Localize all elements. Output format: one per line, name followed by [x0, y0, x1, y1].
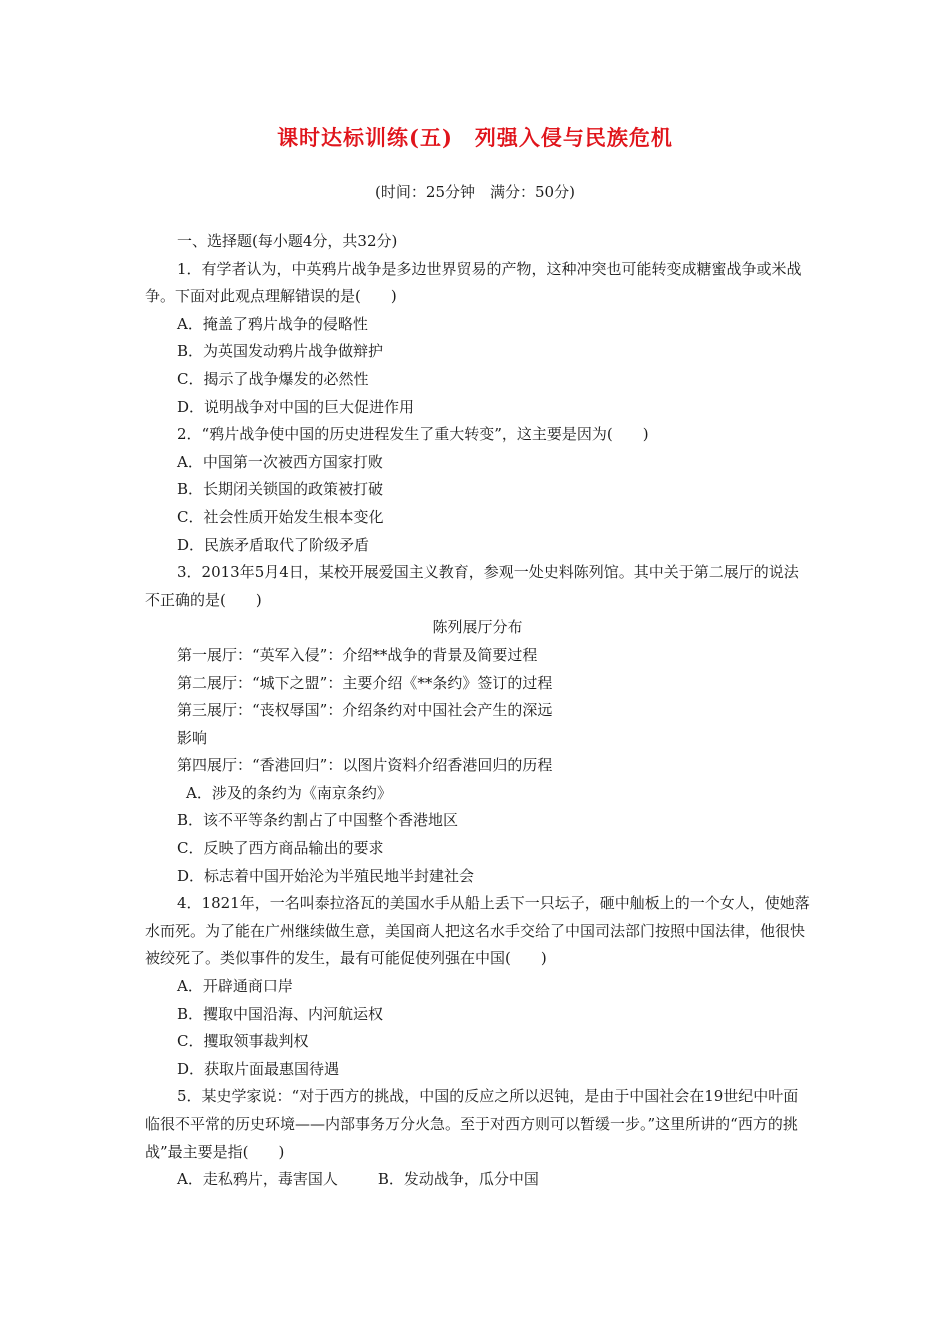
question-5-stem: 5．某史学家说：“对于西方的挑战，中国的反应之所以迟钝，是由于中国社会在19世纪中叶面临很不平常的历史环境——内部事务万分火急。至于对西方则可以暂缓一步。”这里所讲的“西方的挑战”最主要是指( )	[145, 1087, 799, 1161]
exhibit-hall-4: 第四展厅：“香港回归”：以图片资料介绍香港回归的历程	[177, 756, 553, 775]
question-1-option-c: C．揭示了战争爆发的必然性	[177, 369, 369, 388]
question-2-option-b: B．长期闭关锁国的政策被打破	[177, 480, 384, 499]
exhibit-hall-3: 第三展厅：“丧权辱国”：介绍条约对中国社会产生的深远	[177, 701, 553, 720]
question-1-option-d: D．说明战争对中国的巨大促进作用	[177, 397, 415, 416]
question-5-option-a: A．走私鸦片，毒害国人	[177, 1170, 338, 1189]
question-3-option-a: A．涉及的条约为《南京条约》	[186, 783, 392, 802]
question-3-option-c: C．反映了西方商品输出的要求	[177, 839, 384, 858]
question-3-stem: 3．2013年5月4日，某校开展爱国主义教育，参观一处史料陈列馆。其中关于第二展厅的说法不正确的是( )	[145, 563, 799, 609]
document-body	[145, 228, 810, 1194]
question-2-stem: 2．“鸦片战争使中国的历史进程发生了重大转变”，这主要是因为( )	[177, 425, 649, 444]
question-5-options-row	[145, 1166, 810, 1194]
question-1-option-b: B．为英国发动鸦片战争做辩护	[177, 342, 384, 361]
question-4-stem: 4．1821年，一名叫泰拉洛瓦的美国水手从船上丢下一只坛子，砸中舢板上的一个女人，使她落水而死。为了能在广州继续做生意，美国商人把这名水手交给了中国司法部门按照中国法律，他很快被绞死了。类似事件的发生，最有可能促使列强在中国( )	[145, 894, 810, 968]
exhibit-hall-2: 第二展厅：“城下之盟”：主要介绍《**条约》签订的过程	[177, 673, 553, 692]
page-title: 课时达标训练(五) 列强入侵与民族危机	[277, 125, 673, 150]
question-4-option-c: C．攫取领事裁判权	[177, 1032, 309, 1051]
question-2-option-d: D．民族矛盾取代了阶级矛盾	[177, 535, 370, 554]
question-2-option-a: A．中国第一次被西方国家打败	[177, 452, 383, 471]
question-5-option-b: B．发动战争，瓜分中国	[377, 1170, 539, 1189]
exhibit-hall-3-continued: 影响	[177, 728, 208, 747]
question-3-option-b: B．该不平等条约割占了中国整个香港地区	[177, 811, 459, 830]
question-2-option-c: C．社会性质开始发生根本变化	[177, 507, 384, 526]
exhibit-table-title: 陈列展厅分布	[432, 618, 523, 637]
page-subtitle: (时间：25分钟 满分：50分)	[375, 183, 575, 201]
question-1-option-a: A．掩盖了鸦片战争的侵略性	[177, 314, 368, 333]
question-4-option-d: D．获取片面最惠国待遇	[177, 1059, 340, 1078]
question-4-option-a: A．开辟通商口岸	[177, 977, 293, 996]
question-4-option-b: B．攫取中国沿海、内河航运权	[177, 1004, 384, 1023]
question-1-stem: 1．有学者认为，中英鸦片战争是多边世界贸易的产物，这种冲突也可能转变成糖蜜战争或米战争。下面对此观点理解错误的是( )	[145, 259, 802, 306]
exhibit-hall-1: 第一展厅：“英军入侵”：介绍**战争的背景及简要过程	[177, 645, 538, 664]
section-heading: 一、选择题(每小题4分，共32分)	[177, 232, 398, 250]
question-3-option-d: D．标志着中国开始沦为半殖民地半封建社会	[177, 866, 475, 885]
